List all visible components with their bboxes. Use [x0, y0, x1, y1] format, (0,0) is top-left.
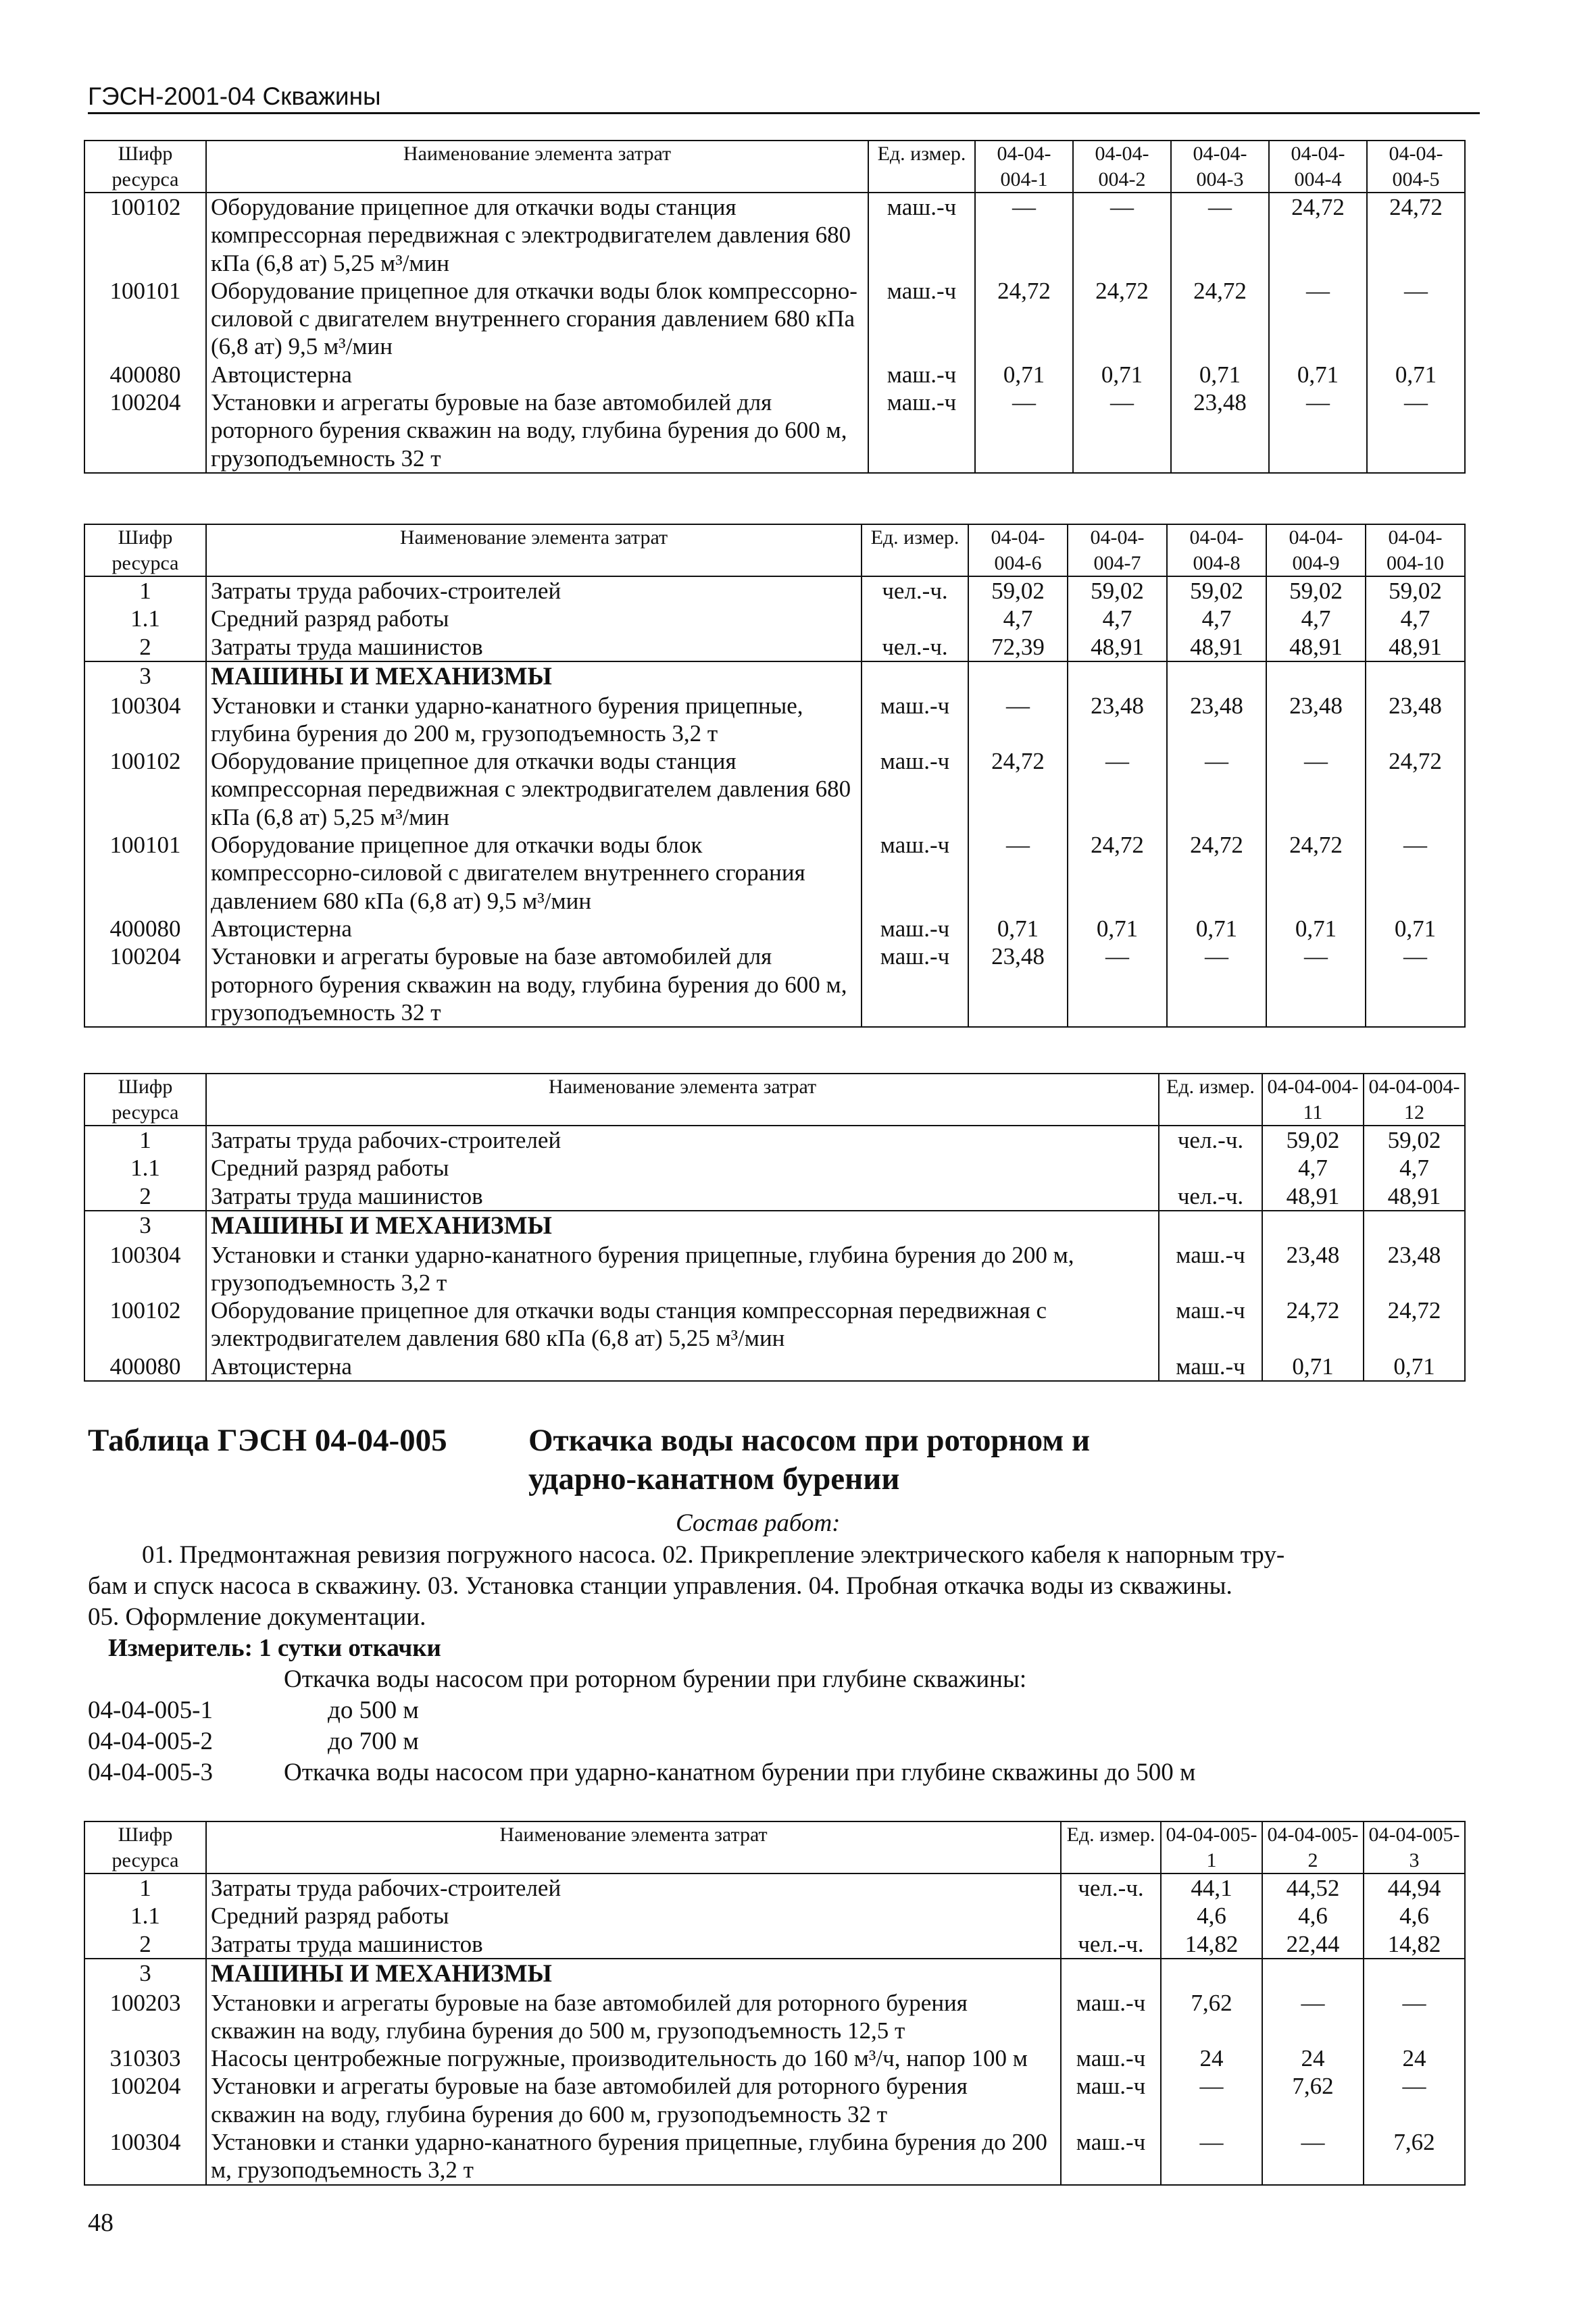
resource-code: 100101 [84, 831, 206, 915]
table-row [84, 1989, 1465, 2045]
value-cell: 24 [1364, 2044, 1465, 2072]
value-cell: 24,72 [1364, 1297, 1465, 1353]
cost-element-name: Автоцистерна [206, 1353, 1159, 1381]
value-cell: 0,71 [975, 361, 1073, 388]
cost-element-name: Установки и агрегаты буровые на базе автомобилей для роторного бурения скважин на воду, глубина бурения до 600 м, грузоподъемность 32 т [206, 388, 868, 473]
unit-cell: чел.-ч. [1061, 1873, 1161, 1902]
table-header-row [84, 524, 1465, 576]
value-cell [1167, 661, 1266, 692]
header-unit: Ед. измер. [862, 524, 968, 576]
unit-cell: маш.-ч [862, 747, 968, 831]
resource-code: 3 [84, 661, 206, 692]
value-cell [1364, 1959, 1465, 1989]
header-col: 04-04-004-6 [968, 524, 1068, 576]
resource-table-005 [84, 1821, 1466, 2186]
work-description-line2: бам и спуск насоса в скважину. 03. Установка станции управления. 04. Пробная откачка воды из скважины. [88, 1572, 1232, 1600]
value-cell: — [1366, 831, 1465, 915]
cost-element-name: Автоцистерна [206, 915, 862, 942]
value-cell: 4,7 [968, 605, 1068, 632]
value-cell: 59,02 [1068, 576, 1167, 605]
header-col: 04-04-004-9 [1266, 524, 1366, 576]
value-cell [1262, 1211, 1364, 1241]
cost-element-name: Затраты труда рабочих-строителей [206, 576, 862, 605]
value-cell: 7,62 [1364, 2128, 1465, 2185]
value-cell: 59,02 [1266, 576, 1366, 605]
value-cell: 24 [1262, 2044, 1364, 2072]
resource-code: 100102 [84, 747, 206, 831]
resource-code: 1 [84, 1126, 206, 1154]
page-number: 48 [88, 2209, 114, 2237]
value-cell: 4,7 [1262, 1154, 1364, 1182]
value-cell: — [1266, 747, 1366, 831]
value-cell: 0,71 [1364, 1353, 1465, 1381]
unit-cell [1159, 1154, 1262, 1182]
value-cell [1364, 1211, 1465, 1241]
value-cell: 24,72 [1366, 747, 1465, 831]
value-cell: 48,91 [1167, 633, 1266, 661]
value-cell: 0,71 [1262, 1353, 1364, 1381]
unit-cell [1061, 1959, 1161, 1989]
table-row [84, 747, 1465, 831]
resource-code: 310303 [84, 2044, 206, 2072]
value-cell: 4,6 [1161, 1902, 1262, 1930]
resource-code: 2 [84, 633, 206, 661]
items-intro: Откачка воды насосом при роторном бурении при глубине скважины: [284, 1665, 1027, 1693]
cost-element-name: Средний разряд работы [206, 1902, 1061, 1930]
header-col: 04-04-004-10 [1366, 524, 1465, 576]
header-name: Наименование элемента затрат [206, 1074, 1159, 1126]
value-cell [1266, 661, 1366, 692]
section-title-line1: Откачка воды насосом при роторном и [528, 1423, 1091, 1458]
value-cell: — [975, 388, 1073, 473]
value-cell: 24,72 [1262, 1297, 1364, 1353]
table-row [84, 1873, 1465, 1902]
value-cell: 24,72 [1266, 831, 1366, 915]
value-cell: — [1367, 388, 1465, 473]
resource-code: 400080 [84, 361, 206, 388]
value-cell: 24,72 [1171, 277, 1269, 361]
resource-code: 100102 [84, 1297, 206, 1353]
header-col: 04-04-004-4 [1269, 141, 1367, 193]
cost-element-name: МАШИНЫ И МЕХАНИЗМЫ [206, 1211, 1159, 1241]
unit-cell: чел.-ч. [1159, 1182, 1262, 1211]
value-cell: 23,48 [1167, 692, 1266, 748]
value-cell: 0,71 [1171, 361, 1269, 388]
header-col: 04-04-005-2 [1262, 1821, 1364, 1873]
table-row [84, 277, 1465, 361]
value-cell [968, 661, 1068, 692]
value-cell: — [1364, 2072, 1465, 2128]
item-text: до 500 м [328, 1696, 419, 1724]
value-cell: 44,94 [1364, 1873, 1465, 1902]
header-col: 04-04-004-12 [1364, 1074, 1465, 1126]
unit-cell: маш.-ч [868, 193, 975, 277]
header-code: Шифр ресурса [84, 524, 206, 576]
cost-element-name: Оборудование прицепное для откачки воды станция компрессорная передвижная с электродвигателем давления 680 кПа (6,8 ат) 5,25 м³/мин [206, 747, 862, 831]
resource-code: 2 [84, 1182, 206, 1211]
value-cell: 24,72 [1269, 193, 1367, 277]
table-row [84, 388, 1465, 473]
value-cell: 0,71 [1266, 915, 1366, 942]
value-cell: 44,52 [1262, 1873, 1364, 1902]
value-cell: — [1068, 747, 1167, 831]
value-cell: — [1167, 747, 1266, 831]
header-col: 04-04-004-5 [1367, 141, 1465, 193]
table-row [84, 193, 1465, 277]
table-header-row [84, 1074, 1465, 1126]
value-cell: 7,62 [1161, 1989, 1262, 2045]
value-cell: — [1171, 193, 1269, 277]
value-cell: — [1262, 2128, 1364, 2185]
value-cell: — [968, 831, 1068, 915]
unit-cell [862, 661, 968, 692]
unit-cell: маш.-ч [862, 692, 968, 748]
item-code: 04-04-005-3 [88, 1759, 213, 1786]
cost-element-name: Установки и станки ударно-канатного бурения прицепные, глубина бурения до 200 м, грузоподъемность 3,2 т [206, 1241, 1159, 1297]
value-cell: 24,72 [968, 747, 1068, 831]
table-row [84, 1930, 1465, 1959]
cost-element-name: МАШИНЫ И МЕХАНИЗМЫ [206, 1959, 1061, 1989]
table-row [84, 1297, 1465, 1353]
header-name: Наименование элемента затрат [206, 1821, 1061, 1873]
value-cell [1366, 661, 1465, 692]
resource-code: 100304 [84, 1241, 206, 1297]
value-cell: 4,7 [1364, 1154, 1465, 1182]
table-row [84, 2072, 1465, 2128]
table-label: Таблица ГЭСН 04-04-005 [88, 1423, 447, 1458]
cost-element-name: Установки и агрегаты буровые на базе автомобилей для роторного бурения скважин на воду, глубина бурения до 500 м, грузоподъемность 12,5 т [206, 1989, 1061, 2045]
header-name: Наименование элемента затрат [206, 141, 868, 193]
table-row [84, 692, 1465, 748]
cost-element-name: Насосы центробежные погружные, производительность до 160 м³/ч, напор 100 м [206, 2044, 1061, 2072]
table-row [84, 1353, 1465, 1381]
item-text: до 700 м [328, 1728, 419, 1755]
unit-cell: чел.-ч. [862, 576, 968, 605]
unit-cell: маш.-ч [862, 942, 968, 1027]
value-cell: 23,48 [1262, 1241, 1364, 1297]
value-cell: 23,48 [1171, 388, 1269, 473]
unit-cell: маш.-ч [1061, 1989, 1161, 2045]
header-col: 04-04-005-1 [1161, 1821, 1262, 1873]
resource-code: 1.1 [84, 605, 206, 632]
resource-code: 3 [84, 1959, 206, 1989]
value-cell: 59,02 [1167, 576, 1266, 605]
section-title-line2: ударно-канатном бурении [528, 1461, 900, 1496]
header-col: 04-04-004-3 [1171, 141, 1269, 193]
cost-element-name: Средний разряд работы [206, 605, 862, 632]
value-cell: 48,91 [1262, 1182, 1364, 1211]
table-header-row [84, 1821, 1465, 1873]
table-row [84, 942, 1465, 1027]
value-cell: 23,48 [1366, 692, 1465, 748]
unit-cell [1159, 1211, 1262, 1241]
value-cell: 14,82 [1364, 1930, 1465, 1959]
section-row [84, 661, 1465, 692]
cost-element-name: Оборудование прицепное для откачки воды станция компрессорная передвижная с электродвигателем давления 680 кПа (6,8 ат) 5,25 м³/мин [206, 193, 868, 277]
value-cell: — [1364, 1989, 1465, 2045]
table-row [84, 831, 1465, 915]
resource-code: 100204 [84, 2072, 206, 2128]
value-cell: 48,91 [1364, 1182, 1465, 1211]
cost-element-name: Затраты труда рабочих-строителей [206, 1126, 1159, 1154]
table-row [84, 1902, 1465, 1930]
value-cell: 4,7 [1167, 605, 1266, 632]
value-cell: 7,62 [1262, 2072, 1364, 2128]
table-row [84, 633, 1465, 661]
unit-cell: маш.-ч [862, 915, 968, 942]
resource-code: 100304 [84, 692, 206, 748]
value-cell: 59,02 [1262, 1126, 1364, 1154]
resource-code: 400080 [84, 1353, 206, 1381]
value-cell: 23,48 [1068, 692, 1167, 748]
table-header-row [84, 141, 1465, 193]
cost-element-name: Затраты труда машинистов [206, 633, 862, 661]
value-cell [1161, 1959, 1262, 1989]
unit-cell: маш.-ч [1159, 1353, 1262, 1381]
value-cell: — [1073, 193, 1171, 277]
value-cell: 4,6 [1364, 1902, 1465, 1930]
running-header: ГЭСН-2001-04 Скважины [88, 82, 1480, 114]
value-cell: 4,6 [1262, 1902, 1364, 1930]
cost-element-name: МАШИНЫ И МЕХАНИЗМЫ [206, 661, 862, 692]
value-cell: 48,91 [1266, 633, 1366, 661]
cost-element-name: Установки и станки ударно-канатного бурения прицепные, глубина бурения до 200 м, грузоподъемность 3,2 т [206, 2128, 1061, 2185]
value-cell: 23,48 [1364, 1241, 1465, 1297]
resource-table-004-6-10 [84, 524, 1466, 1028]
table-row [84, 576, 1465, 605]
value-cell: 44,1 [1161, 1873, 1262, 1902]
unit-cell: маш.-ч [1159, 1297, 1262, 1353]
value-cell: 59,02 [1364, 1126, 1465, 1154]
unit-cell: маш.-ч [862, 831, 968, 915]
work-description-line1: 01. Предмонтажная ревизия погружного насоса. 02. Прикрепление электрического кабеля к напорным тру- [142, 1541, 1285, 1569]
resource-code: 100203 [84, 1989, 206, 2045]
unit-cell: чел.-ч. [1061, 1930, 1161, 1959]
value-cell: 24,72 [1068, 831, 1167, 915]
unit-cell: маш.-ч [1061, 2044, 1161, 2072]
value-cell: 24,72 [975, 277, 1073, 361]
header-col: 04-04-004-8 [1167, 524, 1266, 576]
resource-code: 400080 [84, 915, 206, 942]
value-cell: 0,71 [1068, 915, 1167, 942]
value-cell: — [1269, 388, 1367, 473]
value-cell: — [1161, 2128, 1262, 2185]
header-col: 04-04-004-2 [1073, 141, 1171, 193]
table-row [84, 915, 1465, 942]
resource-code: 100304 [84, 2128, 206, 2185]
value-cell: — [1262, 1989, 1364, 2045]
header-col: 04-04-004-1 [975, 141, 1073, 193]
value-cell: 0,71 [968, 915, 1068, 942]
cost-element-name: Затраты труда машинистов [206, 1930, 1061, 1959]
value-cell: — [1269, 277, 1367, 361]
table-row [84, 1154, 1465, 1182]
value-cell: 48,91 [1366, 633, 1465, 661]
value-cell: 48,91 [1068, 633, 1167, 661]
work-description-line3: 05. Оформление документации. [88, 1603, 426, 1631]
value-cell: 0,71 [1367, 361, 1465, 388]
value-cell: 4,7 [1366, 605, 1465, 632]
value-cell: 4,7 [1266, 605, 1366, 632]
resource-code: 1 [84, 576, 206, 605]
resource-code: 100204 [84, 388, 206, 473]
cost-element-name: Затраты труда машинистов [206, 1182, 1159, 1211]
cost-element-name: Установки и агрегаты буровые на базе автомобилей для роторного бурения скважин на воду, глубина бурения до 600 м, грузоподъемность 32 т [206, 942, 862, 1027]
value-cell: 23,48 [968, 942, 1068, 1027]
cost-element-name: Установки и агрегаты буровые на базе автомобилей для роторного бурения скважин на воду, глубина бурения до 600 м, грузоподъемность 32 т [206, 2072, 1061, 2128]
value-cell: 23,48 [1266, 692, 1366, 748]
resource-code: 1.1 [84, 1902, 206, 1930]
cost-element-name: Автоцистерна [206, 361, 868, 388]
value-cell: — [1266, 942, 1366, 1027]
section-row [84, 1211, 1465, 1241]
value-cell [1262, 1959, 1364, 1989]
value-cell: — [1073, 388, 1171, 473]
value-cell: 0,71 [1269, 361, 1367, 388]
value-cell: 0,71 [1073, 361, 1171, 388]
unit-cell: маш.-ч [868, 361, 975, 388]
value-cell: 14,82 [1161, 1930, 1262, 1959]
header-name: Наименование элемента затрат [206, 524, 862, 576]
table-row [84, 1126, 1465, 1154]
meter-label: Измеритель: 1 сутки откачки [108, 1634, 441, 1662]
value-cell: 0,71 [1366, 915, 1465, 942]
header-code: Шифр ресурса [84, 1821, 206, 1873]
item-code: 04-04-005-1 [88, 1696, 213, 1724]
header-code: Шифр ресурса [84, 141, 206, 193]
value-cell: 59,02 [968, 576, 1068, 605]
value-cell: 22,44 [1262, 1930, 1364, 1959]
unit-cell: чел.-ч. [862, 633, 968, 661]
unit-cell: чел.-ч. [1159, 1126, 1262, 1154]
unit-cell: маш.-ч [1061, 2072, 1161, 2128]
resource-table-004-1-5 [84, 140, 1466, 474]
header-col: 04-04-004-11 [1262, 1074, 1364, 1126]
value-cell: 59,02 [1366, 576, 1465, 605]
value-cell: 4,7 [1068, 605, 1167, 632]
resource-table-004-11-12 [84, 1073, 1466, 1382]
value-cell: 24,72 [1367, 193, 1465, 277]
resource-code: 1 [84, 1873, 206, 1902]
resource-code: 1.1 [84, 1154, 206, 1182]
resource-code: 100102 [84, 193, 206, 277]
value-cell: 24 [1161, 2044, 1262, 2072]
value-cell [1068, 661, 1167, 692]
value-cell: — [1161, 2072, 1262, 2128]
resource-code: 3 [84, 1211, 206, 1241]
value-cell: — [1167, 942, 1266, 1027]
table-row [84, 605, 1465, 632]
item-text: Откачка воды насосом при ударно-канатном бурении при глубине скважины до 500 м [284, 1759, 1196, 1786]
value-cell: 24,72 [1167, 831, 1266, 915]
cost-element-name: Затраты труда рабочих-строителей [206, 1873, 1061, 1902]
cost-element-name: Оборудование прицепное для откачки воды блок компрессорно-силовой с двигателем внутреннего сгорания давлением 680 кПа (6,8 ат) 9,5 м³/мин [206, 831, 862, 915]
value-cell: 72,39 [968, 633, 1068, 661]
value-cell: — [975, 193, 1073, 277]
unit-cell: маш.-ч [1159, 1241, 1262, 1297]
table-row [84, 361, 1465, 388]
table-row [84, 2044, 1465, 2072]
table-row [84, 1241, 1465, 1297]
cost-element-name: Установки и станки ударно-канатного бурения прицепные, глубина бурения до 200 м, грузоподъемность 3,2 т [206, 692, 862, 748]
value-cell: — [1367, 277, 1465, 361]
value-cell: — [1068, 942, 1167, 1027]
value-cell: — [968, 692, 1068, 748]
resource-code: 2 [84, 1930, 206, 1959]
cost-element-name: Средний разряд работы [206, 1154, 1159, 1182]
header-col: 04-04-005-3 [1364, 1821, 1465, 1873]
work-composition-label: Состав работ: [676, 1509, 841, 1537]
cost-element-name: Оборудование прицепное для откачки воды станция компрессорная передвижная с электродвигателем давления 680 кПа (6,8 ат) 5,25 м³/мин [206, 1297, 1159, 1353]
unit-cell: маш.-ч [868, 388, 975, 473]
header-unit: Ед. измер. [1061, 1821, 1161, 1873]
header-code: Шифр ресурса [84, 1074, 206, 1126]
unit-cell: маш.-ч [868, 277, 975, 361]
unit-cell [862, 605, 968, 632]
resource-code: 100101 [84, 277, 206, 361]
item-code: 04-04-005-2 [88, 1728, 213, 1755]
table-row [84, 1182, 1465, 1211]
value-cell: 24,72 [1073, 277, 1171, 361]
unit-cell [1061, 1902, 1161, 1930]
table-row [84, 2128, 1465, 2185]
resource-code: 100204 [84, 942, 206, 1027]
header-unit: Ед. измер. [868, 141, 975, 193]
section-row [84, 1959, 1465, 1989]
value-cell: — [1366, 942, 1465, 1027]
unit-cell: маш.-ч [1061, 2128, 1161, 2185]
header-unit: Ед. измер. [1159, 1074, 1262, 1126]
cost-element-name: Оборудование прицепное для откачки воды блок компрессорно-силовой с двигателем внутреннего сгорания давлением 680 кПа (6,8 ат) 9,5 м³/мин [206, 277, 868, 361]
value-cell: 0,71 [1167, 915, 1266, 942]
header-col: 04-04-004-7 [1068, 524, 1167, 576]
